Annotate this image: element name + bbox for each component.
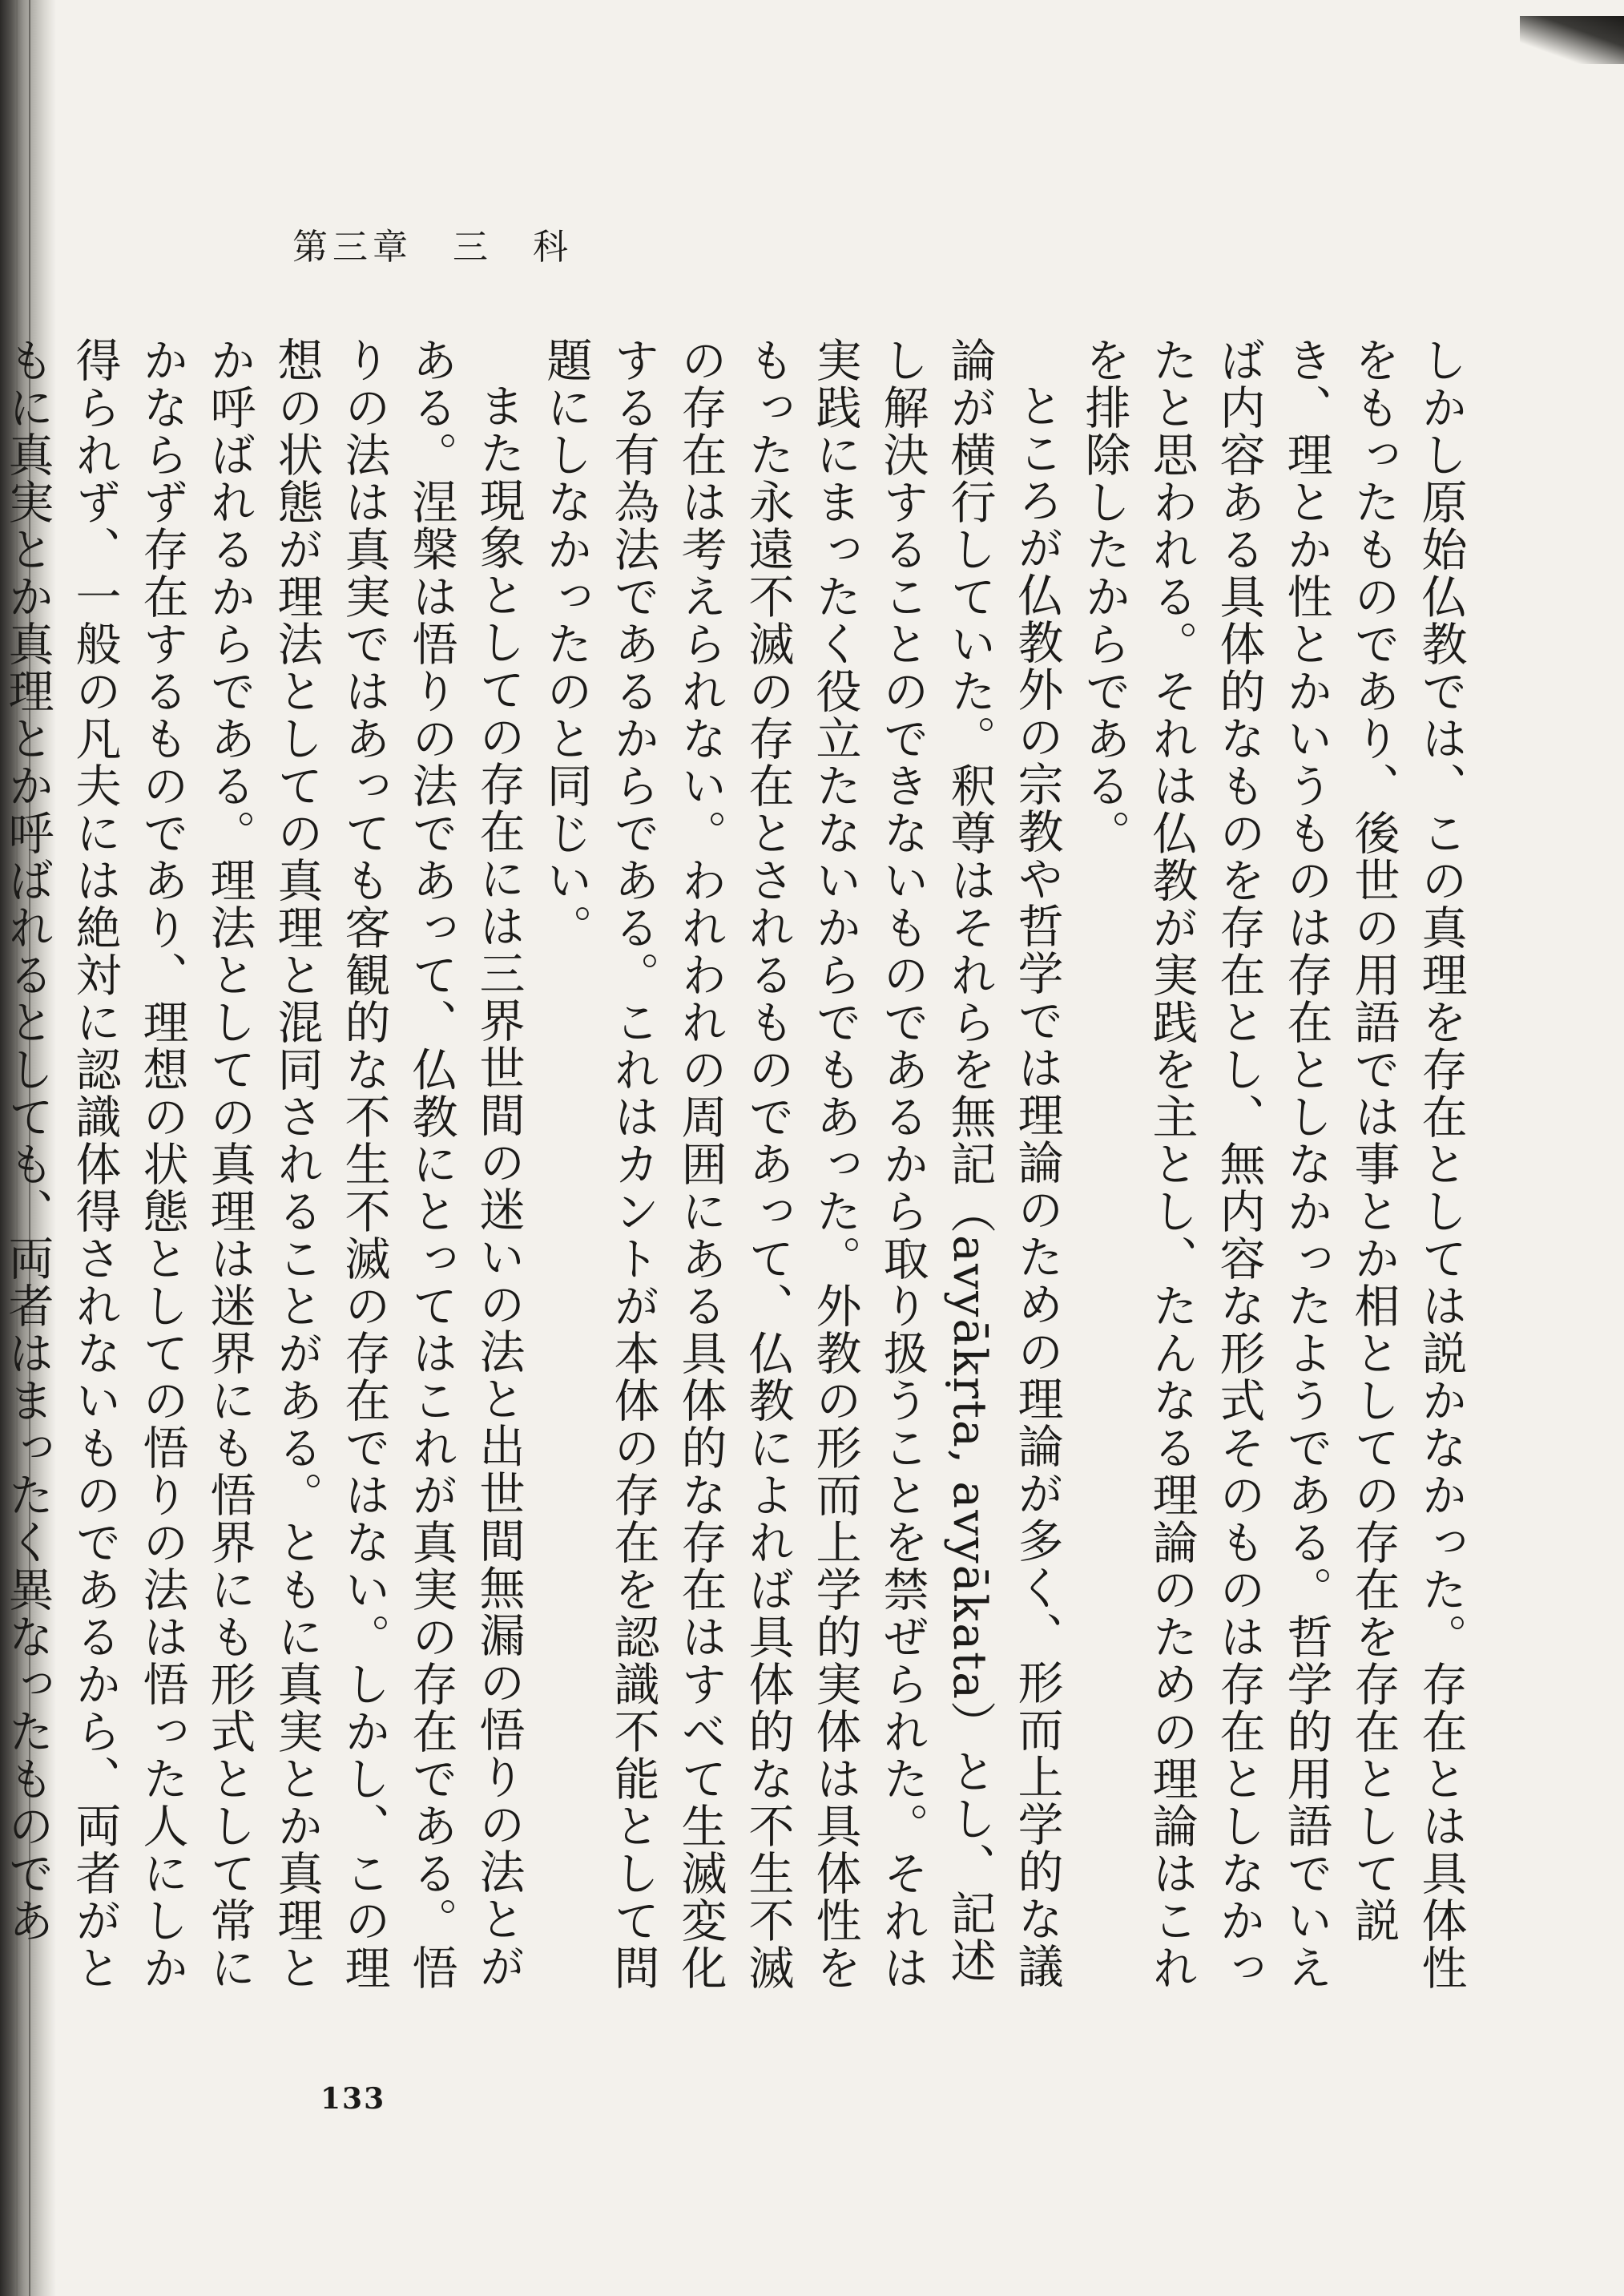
paragraph: また現象としての存在には三界世間の迷いの法と出世間無漏の悟りの法とがある。涅槃は悟りの法であって、仏教にとってはこれが真実の存在である。悟りの法は真実ではあっても客観的な不生不滅の存在ではない。しかし、この理想の状態が理法としての真理と混同されることがある。ともに真実とか真理とか呼ばれるからである。理法としての真理は迷界にも悟界にも形式として常にかならず存在するものであり、理想の状態としての悟りの法は悟った人にしか得られず、一般の凡夫には絶対に認識体得されないものであるから、両者がともに真実とか真理とか呼ばれるとしても、両者はまったく異なったものであ: [1, 337, 525, 1991]
vertical-text-body: [1, 337, 1474, 1995]
running-head: 第三章 三 科: [292, 227, 573, 268]
paragraph: しかし原始仏教では、この真理を存在としては説かなかった。存在とは具体性をもったものであり、後世の用語では事とか相としての存在を存在として説き、理とか性とかいうものは存在としなかったようである。哲学的用語でいえば内容ある具体的なものを存在とし、無内容な形式そのものは存在としなかったと思われる。それは仏教が実践を主とし、たんなる理論のための理論はこれを排除したからである。: [1078, 337, 1467, 1991]
scan-corner-mark: [1520, 16, 1624, 64]
page-number: 133: [320, 2082, 386, 2116]
paragraph: ところが仏教外の宗教や哲学では理論のための理論が多く、形而上学的な議論が横行していた。釈尊はそれらを無記（avyākṛta, avyākata）とし、記述し解決することのできないものであるから取り扱うことを禁ぜられた。それは実践にまったく役立たないからでもあった。外教の形而上学的実体は具体性をもった永遠不滅の存在とされるものであって、仏教によれば具体的な不生不滅の存在は考えられない。われわれの周囲にある具体的な存在はすべて生滅変化する有為法であるからである。これはカントが本体の存在を認識不能として問題にしなかったのと同じい。: [539, 337, 1063, 1991]
